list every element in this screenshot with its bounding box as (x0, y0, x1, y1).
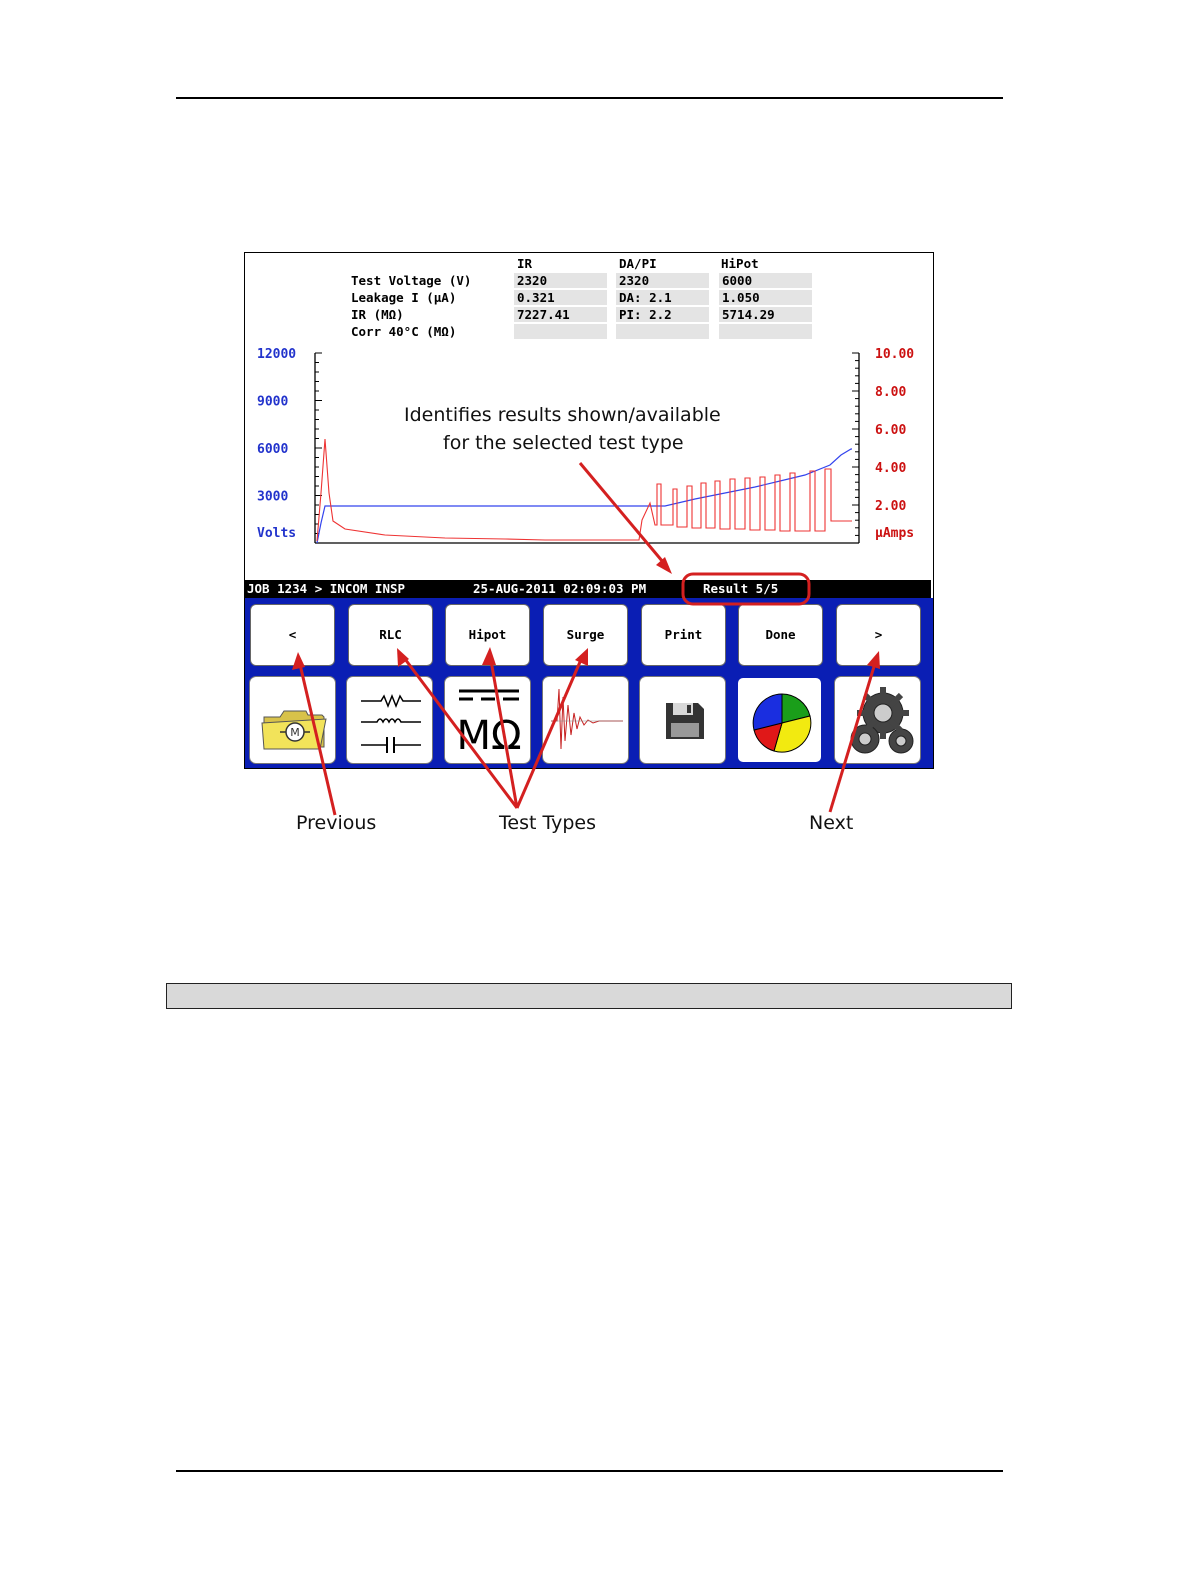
column-header-ir: IR (517, 256, 533, 271)
result-annotation-line1: Identifies results shown/available (404, 404, 721, 426)
previous-annotation: Previous (296, 812, 377, 834)
cell-hipot-leakage: 1.050 (719, 290, 812, 305)
status-datetime: 25-AUG-2011 02:09:03 PM (473, 581, 647, 596)
print-button[interactable]: Print (641, 604, 726, 666)
row-label-ir: IR (MΩ) (351, 307, 404, 322)
current-series-line (317, 439, 852, 541)
right-tick-label: 10.00 (875, 347, 915, 362)
right-tick-label: 8.00 (875, 385, 907, 400)
result-annotation-line2: for the selected test type (443, 432, 684, 454)
test-types-annotation: Test Types (499, 812, 596, 834)
voltage-series-line (317, 449, 852, 543)
hipot-button[interactable]: Hipot (445, 604, 530, 666)
rlc-components-icon (347, 677, 433, 764)
pie-chart-icon (738, 678, 823, 764)
floppy-disk-icon (640, 677, 726, 764)
column-header-dapi: DA/PI (619, 256, 657, 271)
surge-button[interactable]: Surge (543, 604, 628, 666)
megohm-icon (445, 677, 531, 764)
megohm-icon-button[interactable] (444, 676, 531, 764)
previous-button[interactable]: < (250, 604, 335, 666)
right-tick-label: 4.00 (875, 461, 907, 476)
status-bar (245, 580, 931, 598)
settings-button[interactable] (834, 676, 921, 764)
right-axis-unit-label: µAmps (875, 526, 915, 541)
next-annotation: Next (809, 812, 854, 834)
surge-icon-button[interactable] (542, 676, 629, 764)
cell-hipot-voltage: 6000 (719, 273, 812, 288)
cell-ir-resistance: 7227.41 (514, 307, 607, 322)
row-label-leakage: Leakage I (µA) (351, 290, 457, 305)
cell-hipot-resistance: 5714.29 (719, 307, 812, 322)
save-button[interactable] (639, 676, 726, 764)
results-view-button[interactable] (736, 676, 823, 764)
column-header-hipot: HiPot (721, 256, 759, 271)
instrument-screen (244, 252, 934, 769)
button-panel (245, 598, 933, 768)
row-label-corr: Corr 40°C (MΩ) (351, 324, 457, 339)
cell-dapi-voltage: 2320 (616, 273, 709, 288)
job-path: JOB 1234 > INCOM INSP (247, 581, 406, 596)
left-tick-label: 12000 (257, 347, 297, 362)
rlc-button[interactable]: RLC (348, 604, 433, 666)
svg-text:MΩ: MΩ (456, 713, 522, 759)
left-tick-label: 3000 (257, 489, 289, 505)
cell-ir-leakage: 0.321 (514, 290, 607, 305)
next-button[interactable]: > (836, 604, 921, 666)
row-label-test-voltage: Test Voltage (V) (351, 273, 472, 288)
done-button[interactable]: Done (738, 604, 823, 666)
header-rule (176, 97, 1003, 99)
cell-dapi-leakage: DA: 2.1 (616, 290, 709, 305)
cell-dapi-resistance: PI: 2.2 (616, 307, 709, 322)
motor-folder-icon (250, 677, 336, 764)
right-tick-label: 6.00 (875, 423, 907, 438)
motor-folder-button[interactable] (249, 676, 336, 764)
surge-waveform-icon (543, 677, 629, 764)
svg-text:M: M (290, 726, 300, 739)
result-indicator[interactable]: Result 5/5 (703, 581, 779, 596)
left-axis-unit-label: Volts (257, 526, 297, 541)
left-tick-label: 9000 (257, 394, 289, 410)
rlc-icon-button[interactable] (346, 676, 433, 764)
caption-bar (166, 983, 1012, 1009)
footer-rule (176, 1470, 1003, 1472)
right-tick-label: 2.00 (875, 499, 907, 514)
cell-ir-voltage: 2320 (514, 273, 607, 288)
left-tick-label: 6000 (257, 442, 289, 457)
gears-icon (835, 677, 921, 764)
